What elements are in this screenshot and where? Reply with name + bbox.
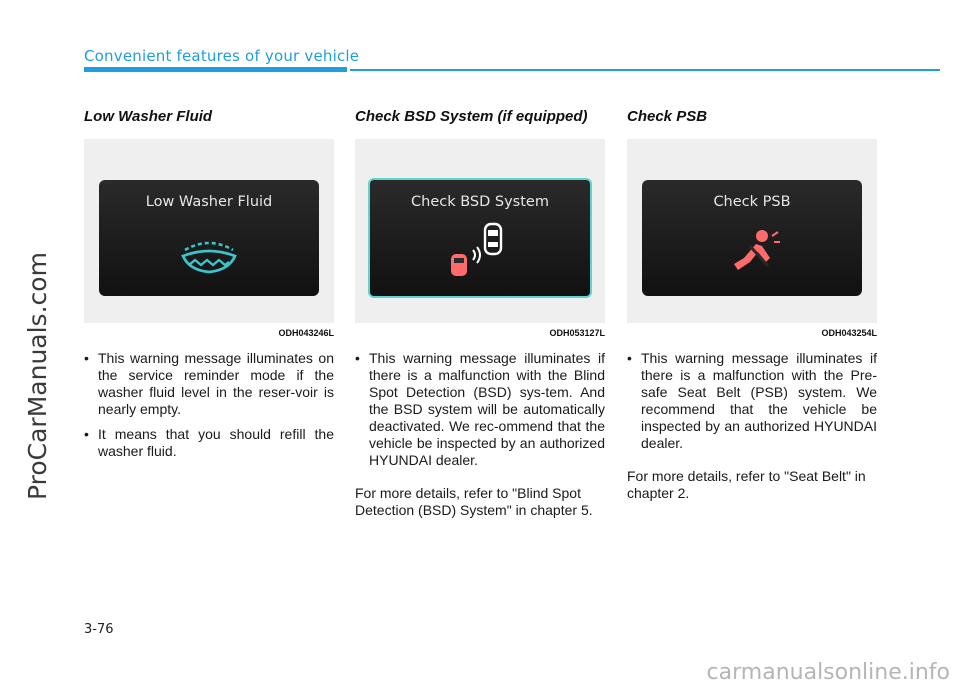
footer-watermark: carmanualsonline.info <box>706 660 950 685</box>
display-message: Check PSB <box>713 194 791 210</box>
section-check-psb <box>627 108 877 502</box>
bullet-glyph: • <box>84 426 89 442</box>
cluster-figure <box>84 139 334 323</box>
washer-fluid-icon <box>179 232 239 281</box>
list-item: • This warning message illuminates if there is a malfunction with the Blind Spot Detection (BSD) sys-tem. And the BSD system will be automatically deactivated. We rec-ommend that the vehicle be inspected by an authorized HYUNDAI dealer. <box>355 350 605 468</box>
bullet-list <box>84 350 334 460</box>
list-item: • This warning message illuminates if there is a malfunction with the Pre-safe Seat Belt (PSB) system. We recommend that the vehicle be inspected by an authorized HYUNDAI dealer. <box>627 350 877 451</box>
section-check-bsd <box>355 108 605 519</box>
section-title: Check PSB <box>627 108 708 125</box>
list-item: • It means that you should refill the washer fluid. <box>84 426 334 459</box>
figure-code: ODH053127L <box>549 328 605 338</box>
seatbelt-person-icon <box>722 228 782 281</box>
header-rule-thick <box>84 67 347 72</box>
cluster-display <box>642 180 862 296</box>
bullet-list <box>627 350 877 452</box>
blind-spot-cars-icon <box>445 220 515 285</box>
bullet-glyph: • <box>627 350 632 366</box>
list-item: • This warning message illuminates on the service reminder mode if the washer fluid level in the reser-voir is nearly empty. <box>84 350 334 417</box>
section-title: Check BSD System (if equipped) <box>355 108 588 125</box>
display-message: Check BSD System <box>411 194 549 210</box>
figure-code: ODH043246L <box>278 328 334 338</box>
bullet-list <box>355 350 605 469</box>
bullet-glyph: • <box>84 350 89 366</box>
header-title: Convenient features of your vehicle <box>84 47 360 65</box>
side-watermark: ProCarManuals.com <box>23 252 52 500</box>
section-low-washer-fluid <box>84 108 334 468</box>
cluster-figure <box>627 139 877 323</box>
cluster-figure <box>355 139 605 323</box>
reference-paragraph: For more details, refer to "Seat Belt" in chapter 2. <box>627 468 866 501</box>
figure-code: ODH043254L <box>821 328 877 338</box>
bullet-glyph: • <box>355 350 360 366</box>
display-message: Low Washer Fluid <box>145 194 273 210</box>
cluster-display <box>368 178 592 298</box>
header-rule-thin <box>350 69 940 71</box>
reference-paragraph: For more details, refer to "Blind Spot Detection (BSD) System" in chapter 5. <box>355 485 593 518</box>
section-title: Low Washer Fluid <box>84 108 213 125</box>
page-number: 3-76 <box>84 622 114 637</box>
cluster-display <box>99 180 319 296</box>
